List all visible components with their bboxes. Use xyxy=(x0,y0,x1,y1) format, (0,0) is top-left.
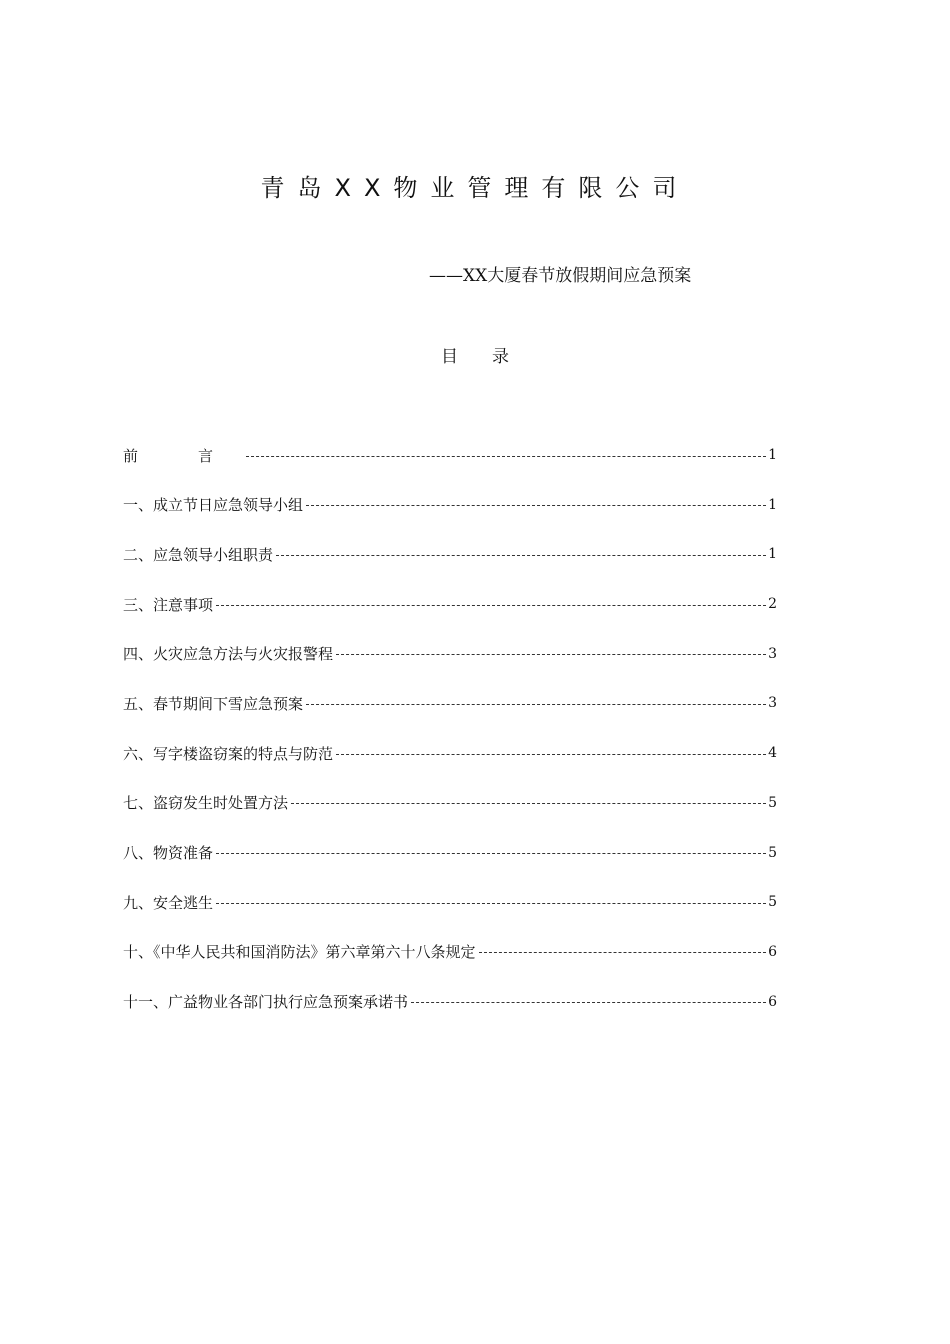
toc-dot-leader xyxy=(276,555,766,556)
toc-dot-leader xyxy=(336,754,766,755)
toc-entry-label: 一、成立节日应急领导小组 xyxy=(123,496,304,515)
toc-entry[interactable] xyxy=(123,691,777,715)
toc-dot-leader xyxy=(306,505,766,506)
toc-entry[interactable] xyxy=(123,741,777,765)
toc-dot-leader xyxy=(291,803,766,804)
toc-dot-leader xyxy=(411,1002,766,1003)
toc-entry[interactable] xyxy=(123,940,777,964)
toc-entry[interactable] xyxy=(123,791,777,815)
toc-entry-page: 5 xyxy=(768,794,777,811)
toc-entry-page: 3 xyxy=(768,645,777,662)
toc-entry[interactable] xyxy=(123,493,777,517)
toc-dot-leader xyxy=(216,605,766,606)
document-title: 青岛XX物业管理有限公司 xyxy=(260,174,690,202)
toc-entry[interactable] xyxy=(123,990,777,1014)
toc-entry-page: 3 xyxy=(768,695,777,712)
toc-entry[interactable] xyxy=(123,890,777,914)
toc-entry[interactable] xyxy=(123,542,777,566)
toc-entry-page: 4 xyxy=(768,745,777,762)
toc-entry-label: 前言 xyxy=(123,446,274,465)
toc-entry-page: 1 xyxy=(768,496,777,513)
toc-entry-page: 1 xyxy=(768,546,777,563)
toc-entry-preface[interactable] xyxy=(123,443,777,467)
toc-dot-leader xyxy=(479,952,767,953)
toc-dot-leader xyxy=(216,903,766,904)
toc-dot-leader xyxy=(336,654,766,655)
toc-heading: 目录 xyxy=(441,347,543,367)
document-subtitle: ——XX大厦春节放假期间应急预案 xyxy=(429,266,692,286)
toc-entry[interactable] xyxy=(123,642,777,666)
toc-entry-label: 五、春节期间下雪应急预案 xyxy=(123,694,304,713)
toc-entry-label: 三、注意事项 xyxy=(123,595,214,614)
toc-entry-label: 六、写字楼盗窃案的特点与防范 xyxy=(123,744,334,763)
toc-entry-page: 5 xyxy=(768,844,777,861)
toc-entry-label: 十、《中华人民共和国消防法》第六章第六十八条规定 xyxy=(123,943,476,962)
toc-entry-label: 七、盗窃发生时处置方法 xyxy=(123,794,289,813)
toc-entry-page: 5 xyxy=(768,894,777,911)
toc-dot-leader xyxy=(246,456,766,457)
toc-entry-page: 2 xyxy=(768,596,777,613)
toc-entry-page: 1 xyxy=(768,447,777,463)
toc-entry-label: 二、应急领导小组职责 xyxy=(123,545,274,564)
table-of-contents xyxy=(123,443,777,1039)
toc-entry[interactable] xyxy=(123,592,777,616)
toc-dot-leader xyxy=(306,704,766,705)
toc-dot-leader xyxy=(216,853,766,854)
toc-entry-label: 四、火灾应急方法与火灾报警程 xyxy=(123,645,334,664)
toc-entry-label: 十一、广益物业各部门执行应急预案承诺书 xyxy=(123,993,409,1012)
toc-entry-label: 九、安全逃生 xyxy=(123,893,214,912)
toc-entry-label: 八、物资准备 xyxy=(123,844,214,862)
toc-entry[interactable] xyxy=(123,841,777,865)
toc-entry-page: 6 xyxy=(768,993,777,1010)
toc-entry-page: 6 xyxy=(768,943,777,960)
